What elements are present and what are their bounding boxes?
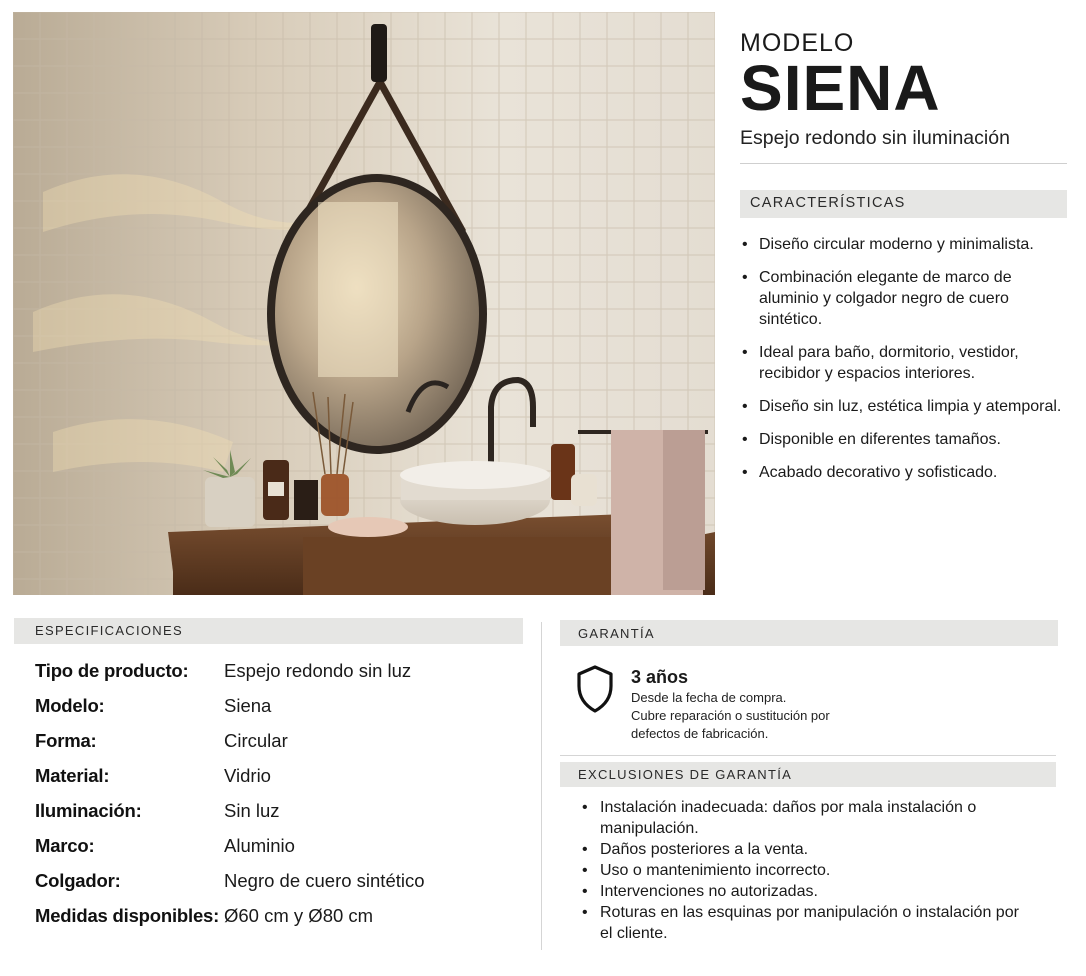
spec-key: Marco: xyxy=(35,835,95,856)
warranty-desc-line: defectos de fabricación. xyxy=(631,726,769,741)
feature-item: • Acabado decorativo y sofisticado. xyxy=(740,462,1075,483)
spec-key: Iluminación: xyxy=(35,800,142,821)
features-heading: CARACTERÍSTICAS xyxy=(740,190,1067,218)
spec-value: Negro de cuero sintético xyxy=(224,870,425,891)
spec-key: Material: xyxy=(35,765,110,786)
feature-item: • Diseño circular moderno y minimalista. xyxy=(740,234,1075,255)
vertical-divider xyxy=(541,622,542,950)
exclusion-item: • Instalación inadecuada: daños por mala instalación o manipulación. xyxy=(582,797,1032,839)
specs-table xyxy=(35,656,515,936)
feature-item: • Diseño sin luz, estética limpia y atemporal. xyxy=(740,396,1075,417)
spec-value: Espejo redondo sin luz xyxy=(224,660,412,681)
shield-icon xyxy=(576,664,614,714)
spec-key: Tipo de producto: xyxy=(35,660,189,681)
spec-row xyxy=(35,901,515,936)
product-name: SIENA xyxy=(740,52,941,124)
product-photo xyxy=(13,12,715,595)
warranty-desc-line: Desde la fecha de compra. xyxy=(631,690,787,705)
model-label: MODELO xyxy=(740,29,855,57)
feature-item: • Disponible en diferentes tamaños. xyxy=(740,429,1075,450)
spec-key: Colgador: xyxy=(35,870,121,891)
spec-key: Medidas disponibles: xyxy=(35,905,220,926)
product-subtitle: Espejo redondo sin iluminación xyxy=(740,127,1010,149)
warranty-desc-line: Cubre reparación o sustitución por xyxy=(631,708,830,723)
features-list xyxy=(740,234,1075,495)
product-header xyxy=(740,28,1068,150)
spec-row xyxy=(35,831,515,866)
spec-row xyxy=(35,761,515,796)
feature-item: • Combinación elegante de marco de aluminio y colgador negro de cuero sintético. xyxy=(740,267,1075,330)
spec-row xyxy=(35,656,515,691)
exclusion-item: • Uso o mantenimiento incorrecto. xyxy=(582,860,1032,881)
spec-row xyxy=(35,691,515,726)
exclusions-list xyxy=(582,797,1032,944)
spec-value: Aluminio xyxy=(224,835,295,856)
spec-value: Siena xyxy=(224,695,272,716)
spec-row xyxy=(35,796,515,831)
spec-key: Forma: xyxy=(35,730,97,751)
spec-row xyxy=(35,866,515,901)
warranty-years: 3 años xyxy=(631,667,689,687)
exclusion-item: • Daños posteriores a la venta. xyxy=(582,839,1032,860)
warranty-heading: GARANTÍA xyxy=(560,620,1058,646)
spec-value: Vidrio xyxy=(224,765,271,786)
spec-value: Circular xyxy=(224,730,288,751)
spec-value: Sin luz xyxy=(224,800,280,821)
divider xyxy=(560,755,1056,756)
feature-item: • Ideal para baño, dormitorio, vestidor, recibidor y espacios interiores. xyxy=(740,342,1075,384)
exclusions-heading: EXCLUSIONES DE GARANTÍA xyxy=(560,762,1056,787)
spec-row xyxy=(35,726,515,761)
specs-heading: ESPECIFICACIONES xyxy=(14,618,523,644)
spec-key: Modelo: xyxy=(35,695,105,716)
warranty-description xyxy=(631,689,871,743)
divider xyxy=(740,163,1067,164)
exclusion-item: • Intervenciones no autorizadas. xyxy=(582,881,1032,902)
exclusion-item: • Roturas en las esquinas por manipulación o instalación por el cliente. xyxy=(582,902,1032,944)
spec-value: Ø60 cm y Ø80 cm xyxy=(224,905,374,926)
